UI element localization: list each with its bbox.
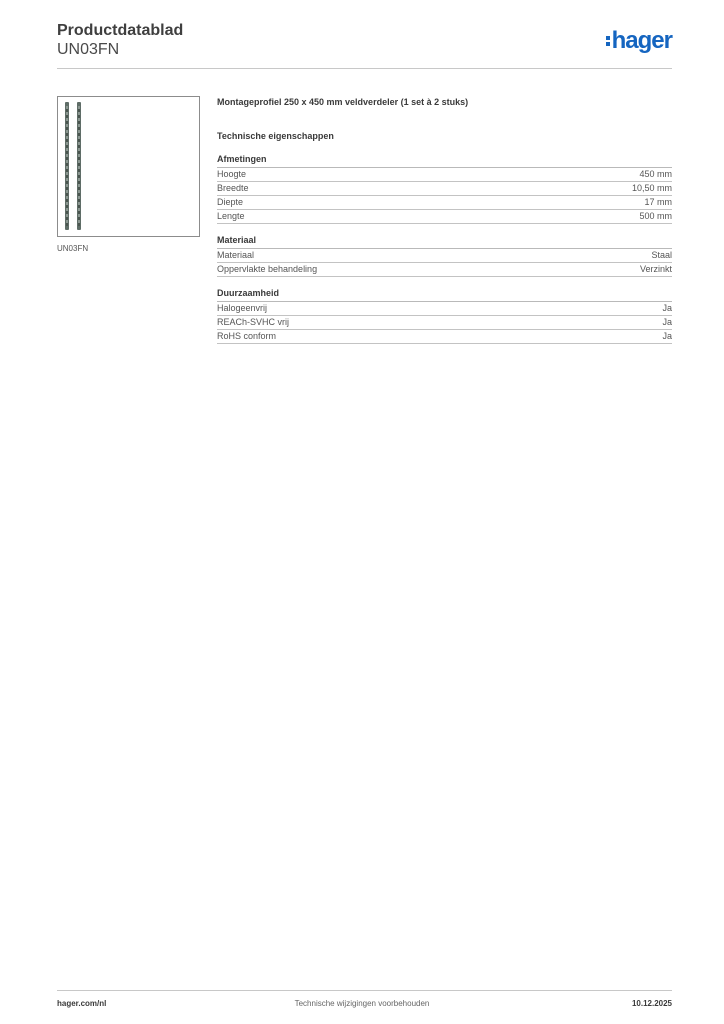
spec-row [217,210,672,224]
spec-row [217,196,672,210]
spec-value: Staal [651,250,672,260]
footer-notice: Technische wijzigingen voorbehouden [294,999,430,1008]
spec-value: 17 mm [644,197,672,207]
spec-label: Materiaal [217,250,255,260]
document-title: Productdatablad [57,22,184,39]
logo-text: hager [611,27,672,54]
spec-label: Halogeenvrij [217,303,268,313]
spec-value: Ja [662,317,672,327]
spec-label: Oppervlakte behandeling [217,264,318,274]
footer-website-link[interactable]: hager.com/nl [57,999,107,1008]
spec-label: Breedte [217,183,249,193]
footer-date: 10.12.2025 [631,999,672,1008]
spec-row [217,330,672,344]
technical-properties-heading: Technische eigenschappen [217,131,334,141]
spec-row [217,182,672,196]
section-afmetingen [217,153,672,224]
page-header [57,20,672,70]
logo-dots-icon [606,35,610,47]
spec-value: Ja [662,303,672,313]
section-materiaal [217,234,672,277]
spec-label: Hoogte [217,169,247,179]
spec-value: Verzinkt [639,264,672,274]
specification-panel [217,95,672,344]
product-description: Montageprofiel 250 x 450 mm veldverdeler (1 set à 2 stuks) [217,97,469,107]
spec-value: 500 mm [639,211,672,221]
product-image [57,96,200,237]
mounting-rail-icon [77,102,81,230]
spec-label: Lengte [217,211,245,221]
spec-value: 450 mm [639,169,672,179]
spec-value: Ja [662,331,672,341]
mounting-rail-icon [65,102,69,230]
spec-row [217,249,672,263]
section-title: Duurzaamheid [217,287,672,302]
spec-label: REACh-SVHC vrij [217,317,290,327]
spec-label: Diepte [217,197,244,207]
spec-row [217,302,672,316]
section-title: Materiaal [217,234,672,249]
spec-value: 10,50 mm [631,183,672,193]
image-caption: UN03FN [57,244,89,253]
hager-logo [606,28,672,54]
section-duurzaamheid [217,287,672,344]
header-divider [57,68,672,69]
spec-row [217,168,672,182]
spec-label: RoHS conform [217,331,277,341]
spec-row [217,316,672,330]
product-code: UN03FN [57,41,120,58]
section-title: Afmetingen [217,153,672,168]
footer-divider [57,990,672,991]
spec-row [217,263,672,277]
